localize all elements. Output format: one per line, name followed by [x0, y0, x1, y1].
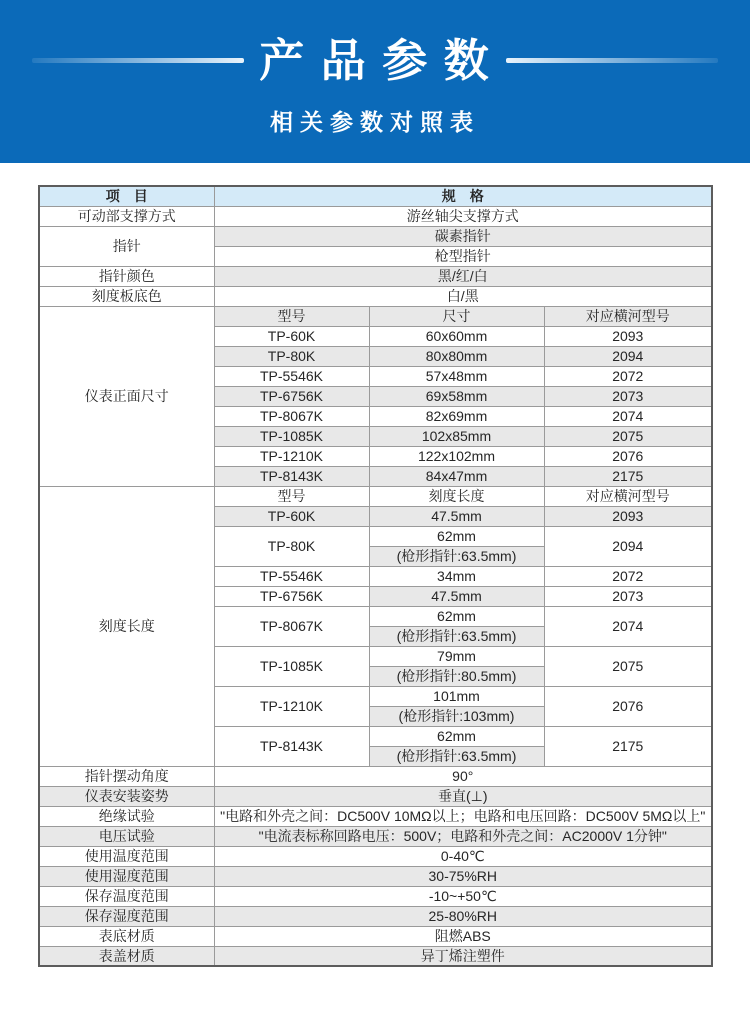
scale-length: 62mm — [369, 606, 544, 626]
spec-value: -10~+50℃ — [214, 886, 712, 906]
table-row — [39, 806, 712, 826]
row-label: 仪表正面尺寸 — [39, 306, 214, 486]
table-row — [39, 886, 712, 906]
yokogawa-model: 2075 — [544, 426, 712, 446]
spec-value: 25-80%RH — [214, 906, 712, 926]
page-subtitle: 相关参数对照表 — [270, 108, 480, 135]
table-row — [39, 946, 712, 966]
scale-length-note: (枪形指针:63.5mm) — [369, 746, 544, 766]
spec-value: 白/黑 — [214, 286, 712, 306]
row-label: 绝缘试验 — [39, 806, 214, 826]
row-label: 指针颜色 — [39, 266, 214, 286]
scale-length: 47.5mm — [369, 506, 544, 526]
scale-length-note: (枪形指针:80.5mm) — [369, 666, 544, 686]
model: TP-60K — [214, 506, 369, 526]
subcol-header-model: 型号 — [214, 306, 369, 326]
title-decor-line-right — [506, 58, 718, 63]
table-row — [39, 286, 712, 306]
size: 82x69mm — [369, 406, 544, 426]
row-label: 指针摆动角度 — [39, 766, 214, 786]
row-label: 表底材质 — [39, 926, 214, 946]
spec-table-body — [39, 186, 712, 966]
yokogawa-model: 2093 — [544, 506, 712, 526]
table-row — [39, 926, 712, 946]
row-label: 表盖材质 — [39, 946, 214, 966]
spec-value: 碳素指针 — [214, 226, 712, 246]
scale-length-note: (枪形指针:63.5mm) — [369, 546, 544, 566]
model: TP-6756K — [214, 586, 369, 606]
model: TP-5546K — [214, 366, 369, 386]
yokogawa-model: 2073 — [544, 586, 712, 606]
yokogawa-model: 2075 — [544, 646, 712, 686]
table-row — [39, 786, 712, 806]
col-header-spec: 规 格 — [214, 186, 712, 206]
scale-length: 47.5mm — [369, 586, 544, 606]
size: 102x85mm — [369, 426, 544, 446]
size: 122x102mm — [369, 446, 544, 466]
model: TP-8067K — [214, 606, 369, 646]
table-row — [39, 906, 712, 926]
model: TP-8067K — [214, 406, 369, 426]
row-label: 指针 — [39, 226, 214, 266]
spec-value: 枪型指针 — [214, 246, 712, 266]
scale-length: 79mm — [369, 646, 544, 666]
table-row — [39, 206, 712, 226]
row-label: 仪表安装姿势 — [39, 786, 214, 806]
scale-length: 34mm — [369, 566, 544, 586]
scale-length: 62mm — [369, 726, 544, 746]
row-label: 刻度长度 — [39, 486, 214, 766]
subcol-header-size: 尺寸 — [369, 306, 544, 326]
table-row — [39, 826, 712, 846]
model: TP-80K — [214, 526, 369, 566]
model: TP-80K — [214, 346, 369, 366]
spec-value: 30-75%RH — [214, 866, 712, 886]
spec-value: 0-40℃ — [214, 846, 712, 866]
table-row — [39, 766, 712, 786]
yokogawa-model: 2074 — [544, 606, 712, 646]
spec-value: 垂直(⊥) — [214, 786, 712, 806]
spec-value: 黑/红/白 — [214, 266, 712, 286]
banner — [0, 0, 750, 163]
yokogawa-model: 2175 — [544, 466, 712, 486]
yokogawa-model: 2094 — [544, 346, 712, 366]
size: 80x80mm — [369, 346, 544, 366]
spec-table — [38, 185, 713, 967]
yokogawa-model: 2072 — [544, 366, 712, 386]
subcol-header-model: 型号 — [214, 486, 369, 506]
spec-table-wrap — [38, 185, 750, 967]
col-header-item: 项 目 — [39, 186, 214, 206]
table-row — [39, 266, 712, 286]
yokogawa-model: 2073 — [544, 386, 712, 406]
size: 84x47mm — [369, 466, 544, 486]
model: TP-1210K — [214, 686, 369, 726]
model: TP-1210K — [214, 446, 369, 466]
table-row — [39, 186, 712, 206]
row-label: 使用温度范围 — [39, 846, 214, 866]
row-label: 刻度板底色 — [39, 286, 214, 306]
scale-length-note: (枪形指针:103mm) — [369, 706, 544, 726]
model: TP-6756K — [214, 386, 369, 406]
row-label: 使用湿度范围 — [39, 866, 214, 886]
page-title: 产 品 参 数 — [259, 35, 491, 86]
row-label: 可动部支撑方式 — [39, 206, 214, 226]
subcol-header-yokogawa: 对应横河型号 — [544, 486, 712, 506]
table-row — [39, 306, 712, 326]
row-label: 保存湿度范围 — [39, 906, 214, 926]
scale-length-note: (枪形指针:63.5mm) — [369, 626, 544, 646]
title-decor-line-left — [32, 58, 244, 63]
spec-value: "电路和外壳之间：DC500V 10MΩ以上；电路和电压回路：DC500V 5MΩ以上" — [214, 806, 712, 826]
yokogawa-model: 2076 — [544, 686, 712, 726]
subcol-header-scale-length: 刻度长度 — [369, 486, 544, 506]
model: TP-60K — [214, 326, 369, 346]
yokogawa-model: 2076 — [544, 446, 712, 466]
table-row — [39, 846, 712, 866]
yokogawa-model: 2074 — [544, 406, 712, 426]
subcol-header-yokogawa: 对应横河型号 — [544, 306, 712, 326]
model: TP-8143K — [214, 466, 369, 486]
title-row — [32, 36, 718, 86]
scale-length: 62mm — [369, 526, 544, 546]
model: TP-5546K — [214, 566, 369, 586]
spec-value: 游丝轴尖支撑方式 — [214, 206, 712, 226]
scale-length: 101mm — [369, 686, 544, 706]
spec-value: 90° — [214, 766, 712, 786]
table-row — [39, 866, 712, 886]
yokogawa-model: 2175 — [544, 726, 712, 766]
spec-value: "电流表标称回路电压：500V；电路和外壳之间：AC2000V 1分钟" — [214, 826, 712, 846]
table-row — [39, 486, 712, 506]
model: TP-1085K — [214, 426, 369, 446]
row-label: 电压试验 — [39, 826, 214, 846]
yokogawa-model: 2093 — [544, 326, 712, 346]
table-row — [39, 226, 712, 246]
yokogawa-model: 2094 — [544, 526, 712, 566]
size: 57x48mm — [369, 366, 544, 386]
size: 60x60mm — [369, 326, 544, 346]
model: TP-1085K — [214, 646, 369, 686]
spec-value: 异丁烯注塑件 — [214, 946, 712, 966]
row-label: 保存温度范围 — [39, 886, 214, 906]
spec-value: 阻燃ABS — [214, 926, 712, 946]
yokogawa-model: 2072 — [544, 566, 712, 586]
size: 69x58mm — [369, 386, 544, 406]
model: TP-8143K — [214, 726, 369, 766]
